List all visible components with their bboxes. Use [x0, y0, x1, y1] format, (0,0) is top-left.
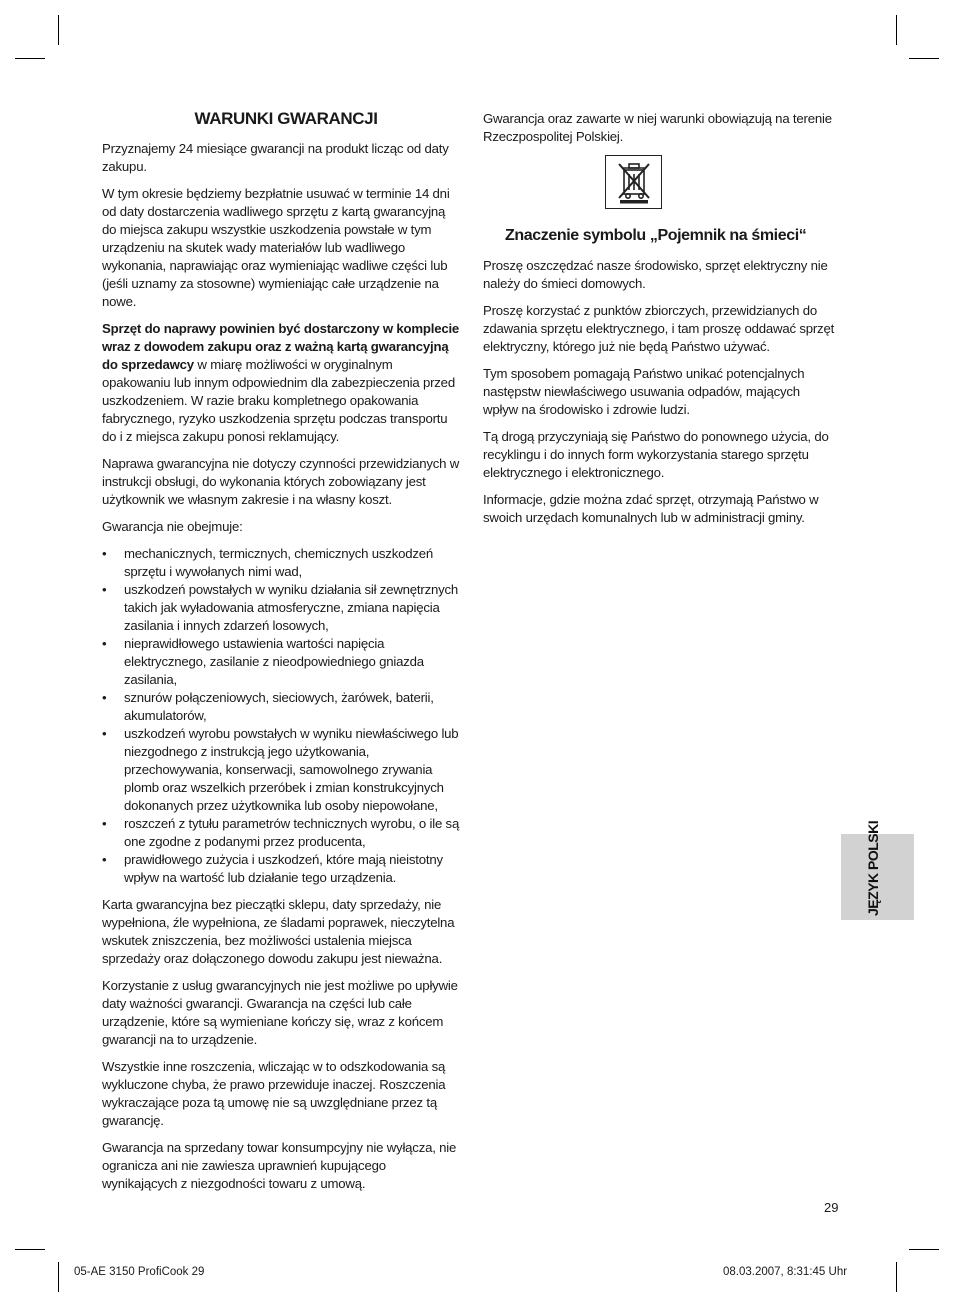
- list-item: • uszkodzeń wyrobu powstałych w wyniku niewłaściwego lub niezgodnego z instrukcją jego użytkowania, przechowywania, konserwacji, samowolnego zrywania plomb oraz wszelkich przeróbek i zmian konstrukcyjnych dokonanych przez użytkownika lub osoby niepowołane,: [102, 725, 462, 815]
- environment-paragraph-2: Proszę korzystać z punktów zbiorczych, przewidzianych do zdawania sprzętu elektrycznego, i tam proszę oddawać sprzęt elektryczny, którego już nie będą Państwo używać.: [483, 303, 835, 354]
- environment-paragraph-5: Informacje, gdzie można zdać sprzęt, otrzymają Państwo w swoich urzędach komunalnych lub w administracji gminy.: [483, 492, 819, 525]
- warranty-paragraph-3-bold: Sprzęt do naprawy powinien być dostarczony w komplecie wraz z dowodem zakupu oraz z ważną kartą gwarancyjną do sprzedawcy: [102, 321, 460, 372]
- warranty-paragraph-9: Gwarancja na sprzedany towar konsumpcyjny nie wyłącza, nie ogranicza ani nie zawiesza uprawnień kupującego wynikających z niezgodności towaru z umową.: [102, 1140, 457, 1191]
- left-column: [102, 108, 462, 1202]
- list-item: • prawidłowego zużycia i uszkodzeń, które mają nieistotny wpływ na wartość lub działanie tego urządzenia.: [102, 851, 462, 887]
- list-item: • mechanicznych, termicznych, chemicznych uszkodzeń sprzętu i wywołanych nimi wad,: [102, 545, 462, 581]
- crop-mark: [15, 1249, 45, 1250]
- language-tab-label: JĘZYK POLSKI: [865, 820, 881, 916]
- crossed-out-wheelie-bin-icon: [605, 155, 662, 209]
- crossed-out-wheelie-bin-icon: [614, 160, 654, 204]
- right-column: [483, 110, 835, 536]
- crop-mark: [15, 58, 45, 59]
- bin-symbol-title: Znaczenie symbolu „Pojemnik na śmieci“: [505, 227, 807, 244]
- list-item: • nieprawidłowego ustawienia wartości napięcia elektrycznego, zasilanie z nieodpowiedniego gniazda zasilania,: [102, 635, 462, 689]
- crop-mark: [896, 1262, 897, 1292]
- list-item: • sznurów połączeniowych, sieciowych, żarówek, baterii, akumulatorów,: [102, 689, 462, 725]
- crop-mark: [58, 15, 59, 45]
- crop-mark: [896, 15, 897, 45]
- environment-paragraph-4: Tą drogą przyczyniają się Państwo do ponownego użycia, do recyklingu i do innych form wykorzystania starego sprzętu elektrycznego i elektronicznego.: [483, 429, 829, 480]
- warranty-paragraph-8: Wszystkie inne roszczenia, wliczając w to odszkodowania są wykluczone chyba, że prawo przewiduje inaczej. Roszczenia wykraczające poza tą umowę nie są uwzględniane przez tą gwarancję.: [102, 1059, 446, 1128]
- warranty-paragraph-7: Korzystanie z usług gwarancyjnych nie jest możliwe po upływie daty ważności gwarancji. Gwarancja na części lub całe urządzenie, które są wymieniane kończy się, wraz z końcem gwarancji na to urządzenie.: [102, 978, 458, 1047]
- warranty-paragraph-1: Przyznajemy 24 miesiące gwarancji na produkt licząc od daty zakupu.: [102, 141, 449, 174]
- warranty-paragraph-4: Naprawa gwarancyjna nie dotyczy czynności przewidzianych w instrukcji obsługi, do wykonania których zobowiązany jest użytkownik we własnym zakresie i na własny koszt.: [102, 456, 460, 507]
- footer-left: 05-AE 3150 ProfiCook 29: [74, 1266, 205, 1278]
- exclusions-list: [102, 545, 462, 887]
- warranty-paragraph-2: W tym okresie będziemy bezpłatnie usuwać w terminie 14 dni od daty dostarczenia wadliwego sprzętu z kartą gwarancyjną do miejsca zakupu wszystkie uszkodzenia powstałe w tym urządzeniu na skutek wady materiałów lub wadliwego wykonania, naprawiając oraz wymieniając wadliwe części lub (jeśli uznamy za stosowne) wymieniając całe urządzenie na nowe.: [102, 186, 450, 309]
- warranty-paragraph-5: Gwarancja nie obejmuje:: [102, 519, 243, 534]
- warranty-paragraph-3-rest: w miarę możliwości w oryginalnym opakowaniu lub innym odpowiednim dla zabezpieczenia przed uszkodzeniem. W razie braku kompletnego opakowania fabrycznego, ryzyko uszkodzenia sprzętu podczas transportu do i z miejsca zakupu ponosi reklamujący.: [102, 357, 455, 444]
- crop-mark: [909, 1249, 939, 1250]
- validity-paragraph: Gwarancja oraz zawarte w niej warunki obowiązują na terenie Rzeczpospolitej Polskiej.: [483, 111, 832, 144]
- environment-paragraph-3: Tym sposobem pomagają Państwo unikać potencjalnych następstw niewłaściwego usuwania odpadów, mających wpływ na środowisko i zdrowie ludzi.: [483, 366, 805, 417]
- crop-mark: [909, 58, 939, 59]
- footer-right: 08.03.2007, 8:31:45 Uhr: [723, 1266, 848, 1278]
- list-item: • uszkodzeń powstałych w wyniku działania sił zewnętrznych takich jak wyładowania atmosferyczne, zmiana napięcia zasilania i innych zdarzeń losowych,: [102, 581, 462, 635]
- warranty-paragraph-6: Karta gwarancyjna bez pieczątki sklepu, daty sprzedaży, nie wypełniona, źle wypełniona, ze śladami poprawek, nieczytelna wskutek zniszczenia, bez możliwości ustalenia miejsca sprzedaży oraz dołączonego dowodu zakupu jest nieważna.: [102, 897, 455, 966]
- page-number: 29: [824, 1200, 839, 1215]
- environment-paragraph-1: Proszę oszczędzać nasze środowisko, sprzęt elektryczny nie należy do śmieci domowych.: [483, 258, 828, 291]
- list-item: • roszczeń z tytułu parametrów technicznych wyrobu, o ile są one zgodne z podanymi przez producenta,: [102, 815, 462, 851]
- warranty-title: WARUNKI GWARANCJI: [194, 109, 378, 128]
- warranty-paragraph-3: [102, 320, 462, 446]
- crop-mark: [58, 1262, 59, 1292]
- language-tab: [841, 820, 914, 920]
